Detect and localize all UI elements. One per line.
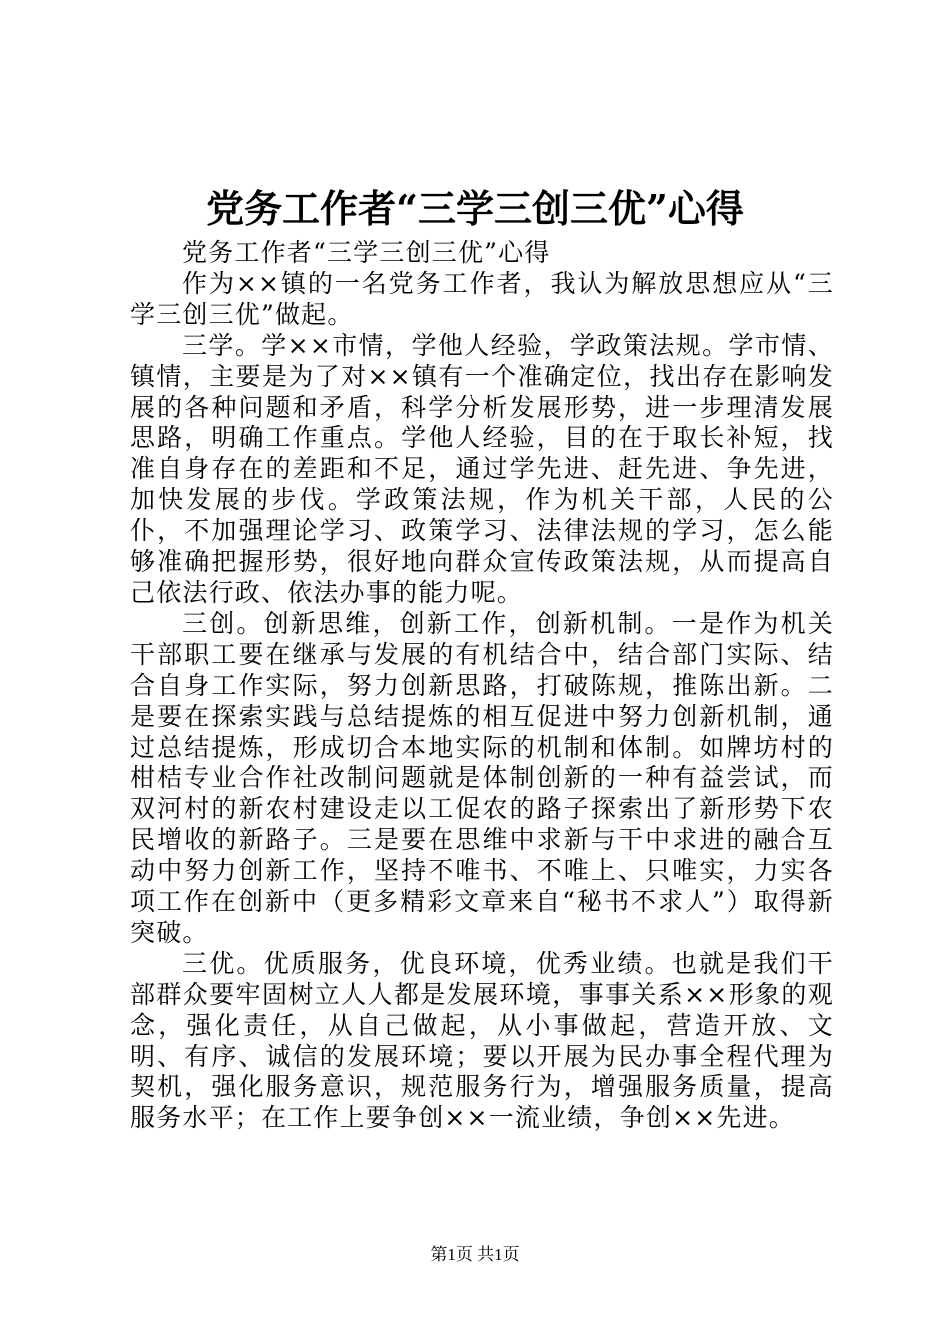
subtitle-paragraph: 党务工作者“三学三创三优”心得 — [182, 238, 551, 267]
san-xue-paragraph: 三学。学××市情，学他人经验，学政策法规。学市情、镇情，主要是为了对××镇有一个准确定位，找出存在影响发展的各种问题和矛盾，科学分析发展形势，进一步理清发展思路，明确工作重点。学他人经验，目的在于取长补短，找准自身存在的差距和不足，通过学先进、赶先进、争先进，加快发展的步伐。学政策法规，作为机关干部，人民的公仆，不加强理论学习、政策学习、法律法规的学习，怎么能够准确把握形势，很好地向群众宣传政策法规，从而提高自己依法行政、依法办事的能力呢。 — [130, 330, 834, 607]
document-title: 党务工作者“三学三创三优”心得 — [206, 186, 744, 231]
document-body — [130, 238, 834, 1134]
page-footer: 第1页 共1页 — [430, 1245, 520, 1264]
san-you-paragraph: 三优。优质服务，优良环境，优秀业绩。也就是我们干部群众要牢固树立人人都是发展环境，事事关系××形象的观念，强化责任，从自己做起，从小事做起，营造开放、文明、有序、诚信的发展环境；要以开展为民办事全程代理为契机，强化服务意识，规范服务行为，增强服务质量，提高服务水平；在工作上要争创××一流业绩，争创××先进。 — [130, 948, 834, 1133]
san-chuang-paragraph: 三创。创新思维，创新工作，创新机制。一是作为机关干部职工要在继承与发展的有机结合中，结合部门实际、结合自身工作实际，努力创新思路，打破陈规，推陈出新。二是要在探索实践与总结提炼的相互促进中努力创新机制，通过总结提炼，形成切合本地实际的机制和体制。如牌坊村的柑桔专业合作社改制问题就是体制创新的一种有益尝试，而双河村的新农村建设走以工促农的路子探索出了新形势下农民增收的新路子。三是要在思维中求新与干中求进的融合互动中努力创新工作，坚持不唯书、不唯上、只唯实，力实各项工作在创新中（更多精彩文章来自“秘书不求人”）取得新突破。 — [130, 608, 834, 947]
intro-paragraph: 作为××镇的一名党务工作者，我认为解放思想应从“三学三创三优”做起。 — [130, 268, 834, 329]
